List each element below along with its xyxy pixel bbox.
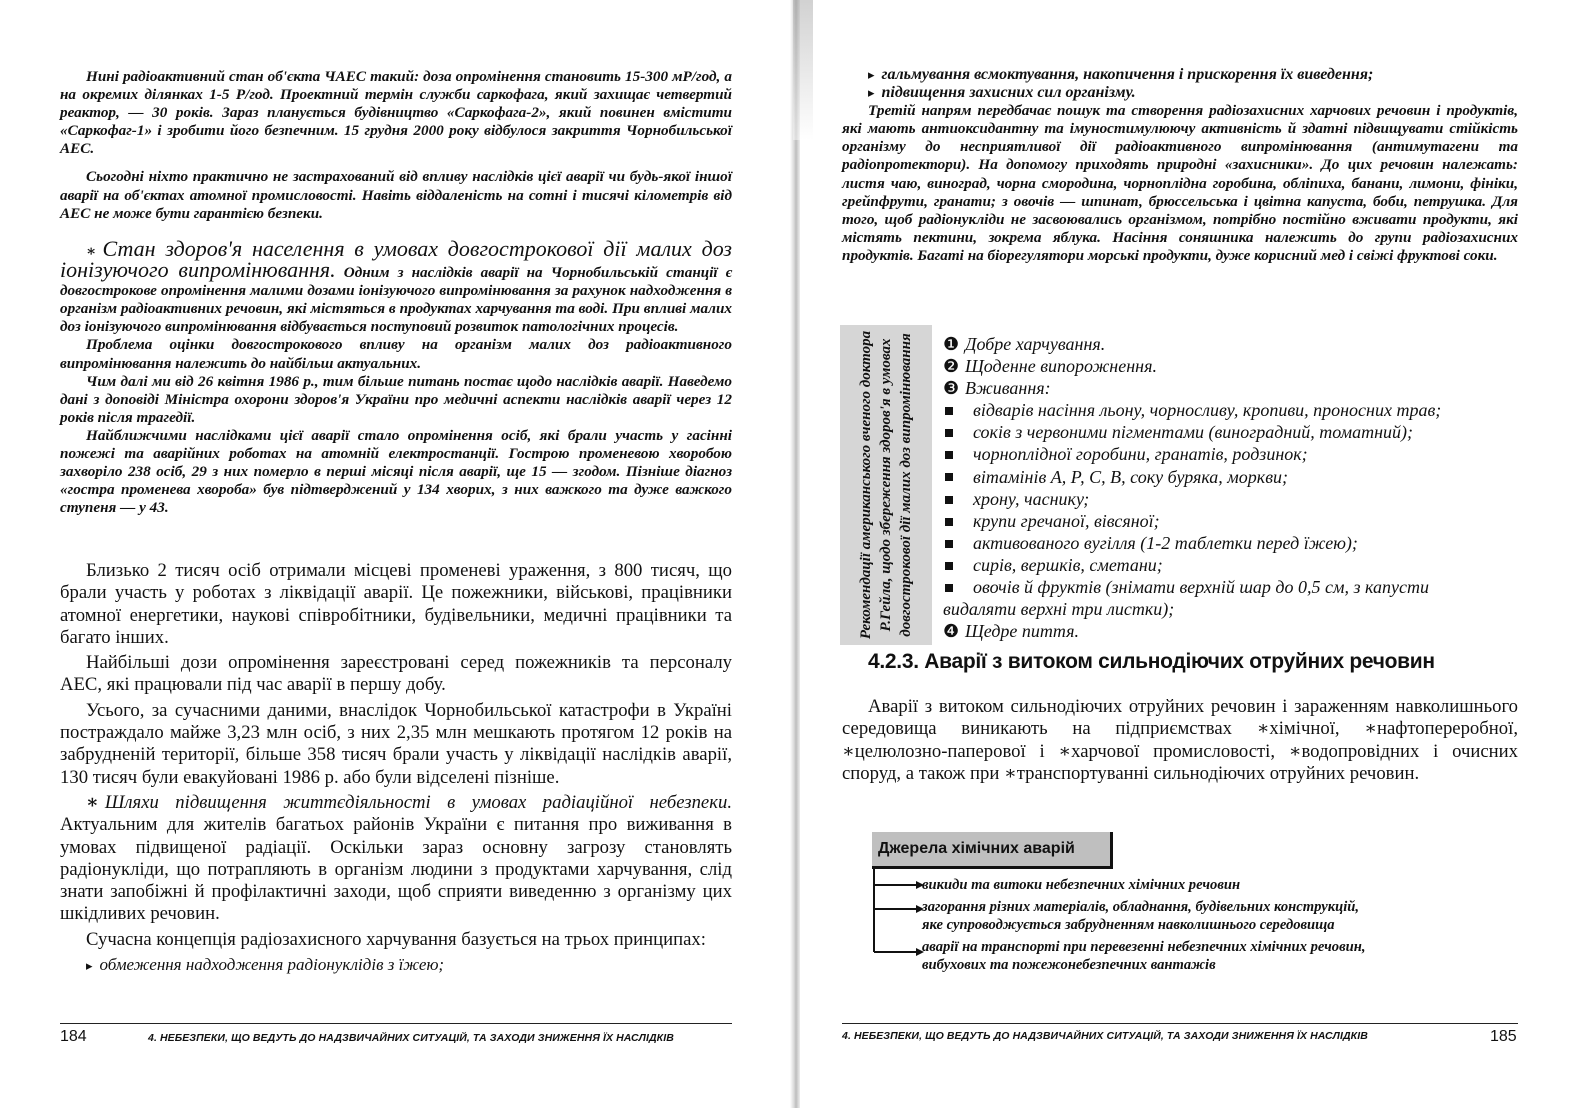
- source-item-continuation: яке супроводжується забрудненням навколишнього середовища: [922, 917, 1335, 933]
- running-head: 4. НЕБЕЗПЕКИ, ЩО ВЕДУТЬ ДО НАДЗВИЧАЙНИХ СИТУАЦІЙ, ТА ЗАХОДИ ЗНИЖЕННЯ ЇХ НАСЛІДКІВ: [842, 1030, 1368, 1042]
- paragraph: Найближчими наслідками цієї аварії стало опромінення осіб, які брали участь у гасінні пожежі та аварійних роботах на атомній електростанції. Гострою променевою хворобою захворіло 238 осіб, 29 з них померло в перші місяці після аварії, ще 15 — згодом. Пізніше діагноз «гостра променева хвороба» був підтверджений у 134 хворих, з них важкого та дуже важкого ступеня — у 43.: [60, 426, 732, 517]
- source-item: аварії на транспорті при перевезенні небезпечних хімічних речовин,: [922, 939, 1366, 955]
- square-bullet-icon: [945, 518, 953, 526]
- list-item: [943, 355, 1523, 377]
- paragraph: Третій напрям передбачає пошук та створення радіозахисних харчових речовин і продуктів, які мають антиоксидантну та імуностимулюючу активність й здатні підвищувати стійкість організму до несприятливої дії радіоактивного випромінювання (антимутагени та радіопротектори). На допомогу приходять природні «захисники». До цих речовин належать: листя чаю, виноград, чорна смородина, чорноплідна горобина, обліпиха, банани, лимони, фініки, грейпфрути, гранати; з овочів — шпинат, брюссельська і цвітна капуста, боби, петрушка. Для того, щоб радіонукліди не засвоювались організмом, потрібно постійно вживати продукти, які містять пектини, зокрема яблука. Насіння соняшника належить до групи радіозахисних продуктів. Багаті на біорегулятори морські продукти, дуже корисний мед і свіжі фруктові соки.: [842, 102, 1518, 264]
- item-text: сирів, вершків, сметани;: [973, 554, 1163, 575]
- item-text: крупи гречаної, вівсяної;: [973, 510, 1160, 531]
- number-badge: ❹: [943, 621, 960, 642]
- source-item: викиди та витоки небезпечних хімічних речовин: [922, 877, 1241, 893]
- item-text: чорноплідної горобини, гранатів, родзинок;: [973, 444, 1308, 465]
- sources-list: [922, 876, 1522, 974]
- square-bullet-icon: [945, 496, 953, 504]
- sub-item: [943, 443, 1523, 465]
- bullet-item: ▸ гальмування всмоктування, накопичення і прискорення їх виведення;: [842, 66, 1518, 84]
- sub-item: [943, 488, 1523, 510]
- item-text: вітамінів А, Р, С, В, соку буряка, моркви;: [973, 466, 1289, 487]
- square-bullet-icon: [945, 584, 953, 592]
- left-health-section: [60, 236, 732, 517]
- number-badge: ❷: [943, 356, 960, 377]
- square-bullet-icon: [945, 429, 953, 437]
- sidebar-caption: Рекомендації американського вченого доктора Р.Гейла, щодо збереження здоров'я в умовах довгострокової дії малих доз випромінювання: [858, 330, 914, 640]
- section-heading: Стан здоров'я населення в умовах довгострокової дії малих доз іонізуючого випромінювання.: [60, 236, 732, 283]
- item-text: активованого вугілля (1-2 таблетки перед їжею);: [973, 532, 1358, 553]
- sub-item: [943, 466, 1523, 488]
- paragraph: Чим далі ми від 26 квітня 1986 р., тим більше питань постає щодо наслідків аварії. Наведемо дані з доповіді Міністра охорони здоров'я України про медичні аспекти наслідків аварії через 12 років після трагедії.: [60, 372, 732, 426]
- running-head: 4. НЕБЕЗПЕКИ, ЩО ВЕДУТЬ ДО НАДЗВИЧАЙНИХ СИТУАЦІЙ, ТА ЗАХОДИ ЗНИЖЕННЯ ЇХ НАСЛІДКІВ: [148, 1032, 674, 1044]
- paragraph: Близько 2 тисяч осіб отримали місцеві променеві ураження, з 800 тисяч, що брали участь у роботах з ліквідації аварії. Це пожежники, військові, працівники атомної енергетики, наукові співробітники, будівельники, медичні працівники та багато інших.: [60, 560, 732, 648]
- section-heading-para: [60, 236, 732, 336]
- sub-item: [943, 399, 1523, 421]
- square-bullet-icon: [945, 540, 953, 548]
- left-body: [60, 560, 732, 977]
- paragraph: Аварії з витоком сильнодіючих отруйних речовин і зараженням навколишнього середовища виникають на підприємствах ∗хімічної, ∗нафтопереробної, ∗целюлозно-паперової і ∗харчової промисловості, ∗водопровідних і очисних споруд, а також при ∗транспортуванні сильнодіючих отруйних речовин.: [842, 696, 1518, 784]
- paragraph: Проблема оцінки довгострокового впливу на організм малих доз радіоактивного випромінювання належить до найбільш актуальних.: [60, 336, 732, 372]
- right-intro: [842, 66, 1518, 265]
- footer-rule: [60, 1023, 732, 1024]
- item-text: соків з червоними пігментами (виноградний, томатний);: [973, 422, 1414, 443]
- sub-item: [943, 576, 1523, 598]
- star-marker: ∗: [86, 791, 99, 813]
- number-badge: ❶: [943, 334, 960, 354]
- recommendations-list: [943, 333, 1523, 642]
- square-bullet-icon: [945, 562, 953, 570]
- source-item-continuation: вибухових та пожежонебезпечних вантажів: [922, 957, 1216, 973]
- paragraph: Сьогодні ніхто практично не застрахований від впливу наслідків цієї аварії чи будь-якої іншої аварії на об'єктах атомної промисловості. Навіть віддаленість на сотні і тисячі кілометрів від АЕС не може бути гарантією безпеки.: [60, 168, 732, 222]
- sub-item: [943, 554, 1523, 576]
- section-title: 4.2.3. Аварії з витоком сильнодіючих отруйних речовин: [868, 650, 1435, 673]
- star-marker: ∗: [86, 243, 97, 260]
- sub-item: [943, 510, 1523, 532]
- sub-item-continuation: видаляти верхні три листки);: [943, 599, 1175, 620]
- sources-title-box: [872, 832, 1113, 869]
- item-text: овочів й фруктів (знімати верхній шар до 0,5 см, з капусти: [973, 577, 1429, 598]
- section-heading: Шляхи підвищення життєдіяльності в умовах радіаційної небезпеки.: [104, 791, 732, 813]
- page-number: 184: [60, 1028, 87, 1045]
- gutter-shadow: [793, 0, 813, 140]
- bullet-item: ▸ підвищення захисних сил організму.: [842, 84, 1518, 102]
- left-intro: [60, 68, 732, 223]
- number-badge: ❸: [943, 378, 960, 399]
- book-gutter: [790, 0, 800, 1108]
- footer-rule: [842, 1023, 1518, 1024]
- sub-item: [943, 532, 1523, 554]
- list-item: [943, 620, 1523, 642]
- paragraph: Усього, за сучасними даними, внаслідок Чорнобильської катастрофи в Україні постраждало майже 3,23 млн осіб, з них 2,35 млн мешкають протягом 12 років на забрудненій території, більше 358 тисяч брали участь у ліквідації наслідків аварії, 130 тисяч були евакуйовані 1986 р. або були відселені пізніше.: [60, 699, 732, 788]
- paragraph: Сучасна концепція радіозахисного харчування базується на трьох принципах:: [86, 928, 706, 950]
- bullet-item: ▸ обмеження надходження радіонуклідів з їжею;: [60, 954, 732, 977]
- list-item: [943, 377, 1523, 399]
- item-text: Щедре пиття.: [965, 621, 1079, 642]
- paragraph: Найбільші дози опромінення зареєстровані серед пожежників та персоналу АЕС, які працювали під час аварії в першу добу.: [60, 652, 732, 696]
- paragraph: Одним з наслідків аварії на Чорнобильській станції є довгострокове опромінення малими дозами іонізуючого випромінювання за рахунок надходження в організм радіоактивних речовин, які містяться в продуктах харчування та воді. При впливі малих доз іонізуючого випромінювання відбувається поступовий розвиток патологічних процесів.: [60, 264, 732, 336]
- sources-title: Джерела хімічних аварій: [878, 840, 1075, 857]
- item-text: Щоденне випорожнення.: [965, 356, 1157, 377]
- recommendations-sidebar: [840, 325, 932, 645]
- item-text: Вживання:: [965, 378, 1051, 399]
- source-item: загорання різних матеріалів, обладнання, будівельних конструкцій,: [922, 899, 1360, 915]
- list-item: [943, 333, 1523, 355]
- page-number: 185: [1490, 1028, 1517, 1045]
- item-text: хрону, часнику;: [973, 488, 1090, 509]
- section-heading-para: [60, 792, 732, 926]
- square-bullet-icon: [945, 451, 953, 459]
- square-bullet-icon: [945, 473, 953, 481]
- paragraph: Нині радіоактивний стан об'єкта ЧАЕС такий: доза опромінення становить 15-300 мР/год, а на окремих ділянках 1-5 Р/год. Проектний термін служби саркофага, який захищає четвертий реактор, — 30 років. Зараз планується будівництво «Саркофага-2», який повинен вмістити «Саркофаг-1» і зробити його безпечним. 15 грудня 2000 року відбулося закриття Чорнобильської АЕС.: [60, 68, 732, 158]
- sub-item: [943, 421, 1523, 443]
- item-text: Добре харчування.: [965, 334, 1106, 354]
- item-text: відварів насіння льону, чорносливу, кропиви, проносних трав;: [973, 400, 1442, 421]
- paragraph: Актуальним для жителів багатьох районів України є питання про виживання в умовах підвищеної радіації. Оскільки зараз основну загрозу становлять радіонукліди, що потрапляють в організм людини з продуктами харчування, слід знати запобіжні й профілактичні заходи, щоб сприяти виведенню з організму цих шкідливих речовин.: [60, 814, 732, 925]
- square-bullet-icon: [945, 407, 953, 415]
- section-body: [842, 696, 1518, 785]
